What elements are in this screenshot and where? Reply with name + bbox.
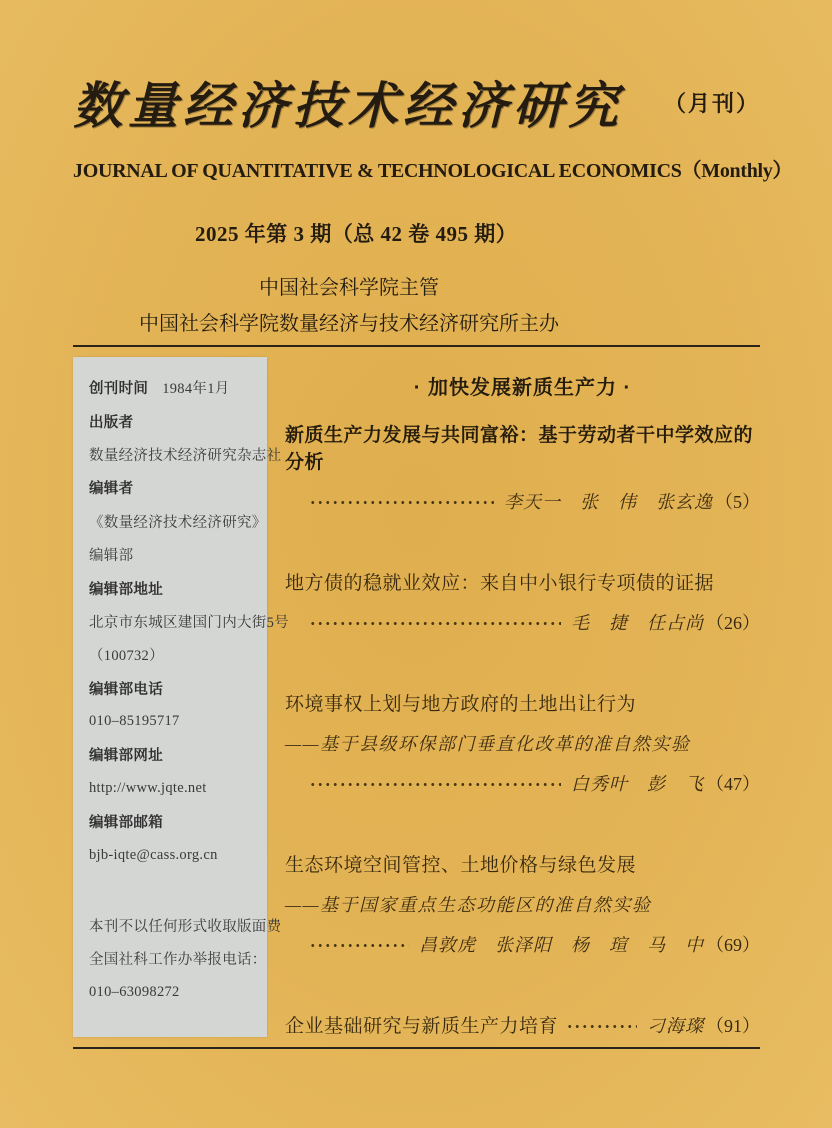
journal-title-chinese: 数量经济技术经济研究 [73,78,623,134]
sidebar-field-value: bjb-iqte@cass.org.cn [89,846,218,863]
sidebar-row [89,371,261,404]
article-page-number: （91） [706,1016,760,1036]
article-subtitle: ——基于国家重点生态功能区的准自然实验 [285,895,652,915]
sidebar-row [89,471,261,504]
article-title: 新质生产力发展与共同富裕：基于劳动者干中学效应的分析 [285,425,754,473]
organizer-line: 中国社会科学院数量经济与技术经济研究所主办 [139,313,559,335]
author-line [285,489,760,516]
sidebar-field-label: 编辑部邮箱 [89,815,163,832]
toc-article [285,570,760,637]
article-page-number: （26） [706,613,760,633]
toc-article [285,422,760,516]
sidebar-row [89,605,289,638]
dot-leader [309,621,561,626]
toc-article [285,691,760,798]
sidebar-row [89,571,261,604]
article-title: 企业基础研究与新质生产力培育 [285,1016,559,1037]
article-subtitle: ——基于县级环保部门垂直化改革的准自然实验 [285,734,691,754]
dot-leader [566,1024,637,1029]
sidebar-field-value: 1984年1月 [162,381,230,398]
article-title: 地方债的稳就业效应：来自中小银行专项债的证据 [285,573,715,594]
toc-entry-line [285,1013,760,1040]
sidebar-field-value: 北京市东城区建国门内大街5号 [89,614,289,631]
sidebar-field-label: 编辑部地址 [89,581,163,598]
sidebar-row [89,738,261,771]
bottom-rule [73,1047,760,1049]
top-rule [73,345,760,347]
sidebar-field-label: 创刊时间 [89,381,149,398]
sidebar-field-value: 全国社科工作办举报电话： [89,952,267,969]
table-of-contents [285,357,760,1040]
en-title-row [73,154,793,183]
sidebar-field-value: 《数量经济技术经济研究》 [89,514,267,531]
sidebar-row [89,438,282,471]
sidebar-field-label: 编辑部网址 [89,748,163,765]
sidebar-field-value: http://www.jqte.net [89,779,207,796]
sidebar-field-value: 本刊不以任何形式收取版面费 [89,919,282,936]
monthly-marker-chinese: （月刊） [663,90,760,116]
sidebar-field-value: （100732） [89,648,164,665]
author-line [285,610,760,637]
sidebar-row [89,404,261,437]
sidebar-row [89,805,261,838]
article-page-number: （47） [706,774,760,794]
article-authors: 毛 捷 任占尚 [571,613,704,633]
article-authors: 李天一 张 伟 张玄逸 [504,492,713,512]
article-authors: 刁海璨 [647,1016,704,1036]
sidebar-row [89,909,282,942]
sidebar-row [89,672,261,705]
sidebar-spacer [89,872,261,909]
article-title: 生态环境空间管控、土地价格与绿色发展 [285,855,637,876]
cn-title-row [73,66,760,138]
journal-title-english: JOURNAL OF QUANTITATIVE & TECHNOLOGICAL ECONOMICS [73,160,682,182]
section-header: · 加快发展新质生产力 · [413,377,632,399]
sidebar-field-label: 编辑者 [89,481,134,498]
article-page-number: （5） [715,492,760,512]
dot-leader [309,500,494,505]
supervisor-line: 中国社会科学院主管 [259,277,439,299]
monthly-marker-english: （Monthly） [681,160,793,182]
article-authors: 白秀叶 彭 飞 [571,774,704,794]
article-authors: 昌敦虎 张泽阳 杨 瑄 马 中 [419,935,704,955]
toc-article [285,1013,760,1040]
author-line [285,771,760,798]
organization-lines [73,270,625,342]
dot-leader [309,782,561,787]
article-list [285,422,760,1040]
article-title: 环境事权上划与地方政府的土地出让行为 [285,694,637,715]
sidebar-field-value: 010–63098272 [89,983,180,1000]
sidebar-row [89,638,261,671]
sidebar-field-value: 010–85195717 [89,713,180,730]
sidebar-field-value: 编辑部 [89,548,134,565]
sidebar-row [89,976,261,1009]
sidebar-field-label: 出版者 [89,414,134,431]
toc-article [285,852,760,959]
masthead [73,66,793,183]
sidebar-row [89,838,261,871]
issue-line: 2025 年第 3 期（总 42 卷 495 期） [195,222,518,246]
article-page-number: （69） [706,935,760,955]
dot-leader [309,943,409,948]
sidebar-row [89,772,261,805]
sidebar-row [89,538,261,571]
author-line [285,932,760,959]
sidebar-row [89,505,267,538]
sidebar-field-value: 数量经济技术经济研究杂志社 [89,447,282,464]
sidebar-row [89,705,261,738]
publication-info-sidebar [73,357,289,1037]
sidebar-row [89,942,267,975]
sidebar-field-label: 编辑部电话 [89,681,163,698]
